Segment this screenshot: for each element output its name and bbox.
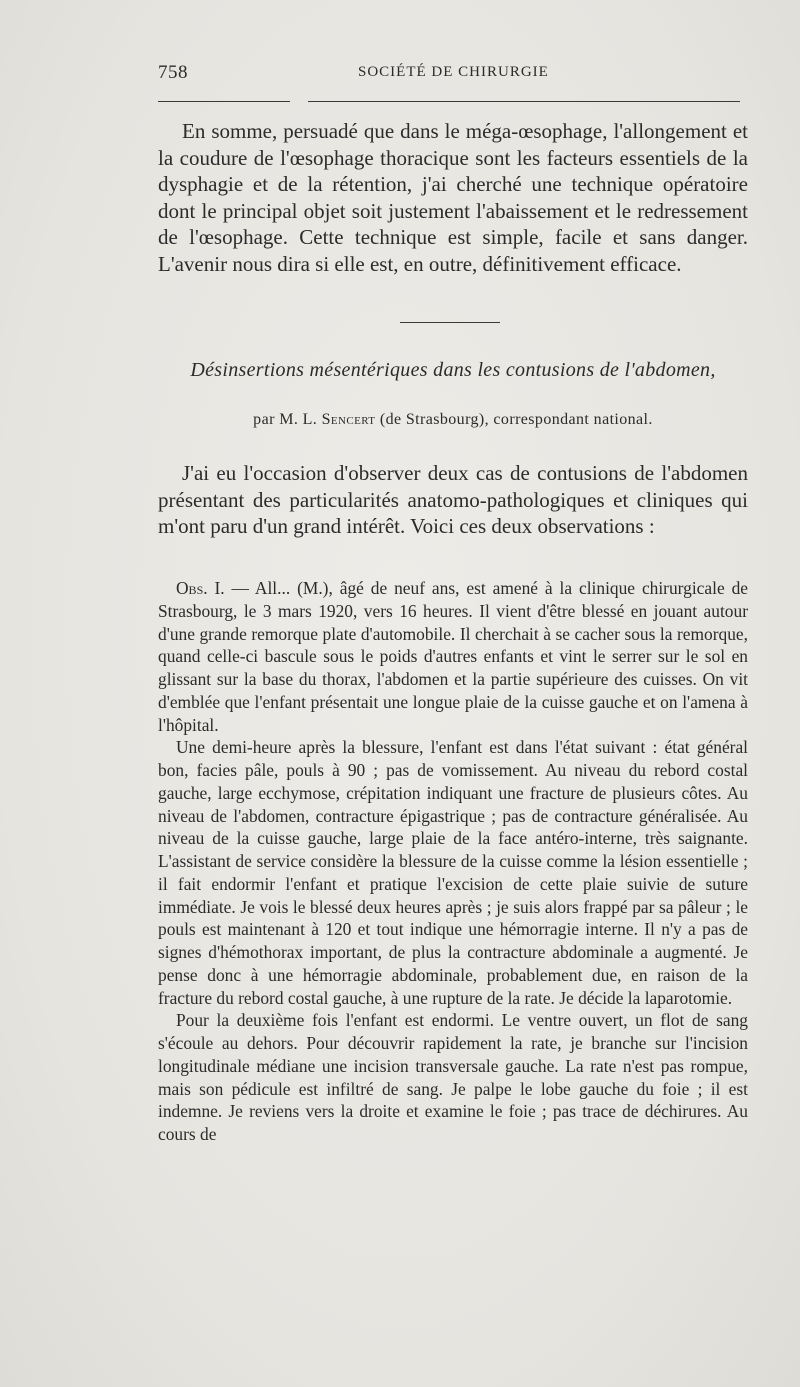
author-name: Sencert — [321, 411, 376, 428]
page-number: 758 — [158, 62, 188, 83]
lead-paragraph: J'ai eu l'occasion d'observer deux cas de contusions de l'abdomen présentant des particularités anatomo-pathologiques et cliniques qui m'ont paru d'un grand intérêt. Voici ces deux observations : — [158, 461, 748, 538]
author-line — [158, 411, 748, 429]
article-title: Désinsertions mésentériques dans les contusions de l'abdomen, — [190, 359, 716, 381]
observation-block — [158, 577, 748, 1146]
author-prefix: par M. L. — [253, 411, 322, 428]
observation-paragraph-1 — [158, 577, 748, 736]
header-rule-left — [158, 101, 290, 102]
header-rule-right — [308, 101, 740, 102]
observation-paragraph-3: Pour la deuxième fois l'enfant est endormi. Le ventre ouvert, un flot de sang s'écoule au dehors. Pour découvrir rapidement la rate, je branche sur l'incision longitudinale médiane une incision transversale gauche. La rate n'est pas rompue, mais son pédicule est infiltré de sang. Je palpe le lobe gauche du foie ; il est indemne. Je reviens vers la droite et examine le foie ; pas trace de déchirures. Au cours de — [158, 1010, 748, 1144]
author-suffix: (de Strasbourg), correspondant national. — [375, 411, 653, 428]
intro-paragraph: En somme, persuadé que dans le méga-œsophage, l'allongement et la coudure de l'œsophage thoracique sont les facteurs essentiels de la dysphagie et de la rétention, j'ai cherché une technique opératoire dont le principal objet soit justement l'abaissement et le redressement de l'œsophage. Cette technique est simple, facile et sans danger. L'avenir nous dira si elle est, en outre, définitivement efficace. — [158, 119, 748, 276]
page-header — [158, 62, 746, 88]
observation-label: Obs. I. — [176, 578, 225, 598]
observation-paragraph-1-text: — All... (M.), âgé de neuf ans, est amené à la clinique chirurgicale de Strasbourg, le 3 mars 1920, vers 16 heures. Il vient d'être blessé en jouant autour d'une grande remorque plate d'automobile. Il cherchait à se cacher sous la remorque, quand celle-ci bascule sous le poids d'autres enfants et vint le serrer sur le sol en glissant sur la base du thorax, l'abdomen et la partie supérieure des cuisses. On vit d'emblée que l'enfant présentait une longue plaie de la cuisse gauche et on l'amena à l'hôpital. — [158, 578, 748, 735]
observation-paragraph-2: Une demi-heure après la blessure, l'enfant est dans l'état suivant : état général bon, facies pâle, pouls à 90 ; pas de vomissement. Au niveau du rebord costal gauche, large ecchymose, crépitation indiquant une fracture de plusieurs côtes. Au niveau de l'abdomen, contracture épigastrique ; pas de contracture généralisée. Au niveau de la cuisse gauche, large plaie de la face antéro-interne, très saignante. L'assistant de service considère la blessure de la cuisse comme la lésion essentielle ; il fait endormir l'enfant et pratique l'excision de cette plaie suivie de suture immédiate. Je vois le blessé deux heures après ; je suis alors frappé par sa pâleur ; le pouls est maintenant à 120 et tout indique une hémorragie interne. Il n'y a pas de signes d'hémothorax important, de plus la contracture abdominale a augmenté. Je pense donc à une hémorragie abdominale, probablement due, en raison de la fracture du rebord costal gauche, à une rupture de la rate. Je décide la laparotomie. — [158, 737, 748, 1008]
running-title: SOCIÉTÉ DE CHIRURGIE — [358, 64, 549, 80]
section-separator — [400, 322, 500, 323]
